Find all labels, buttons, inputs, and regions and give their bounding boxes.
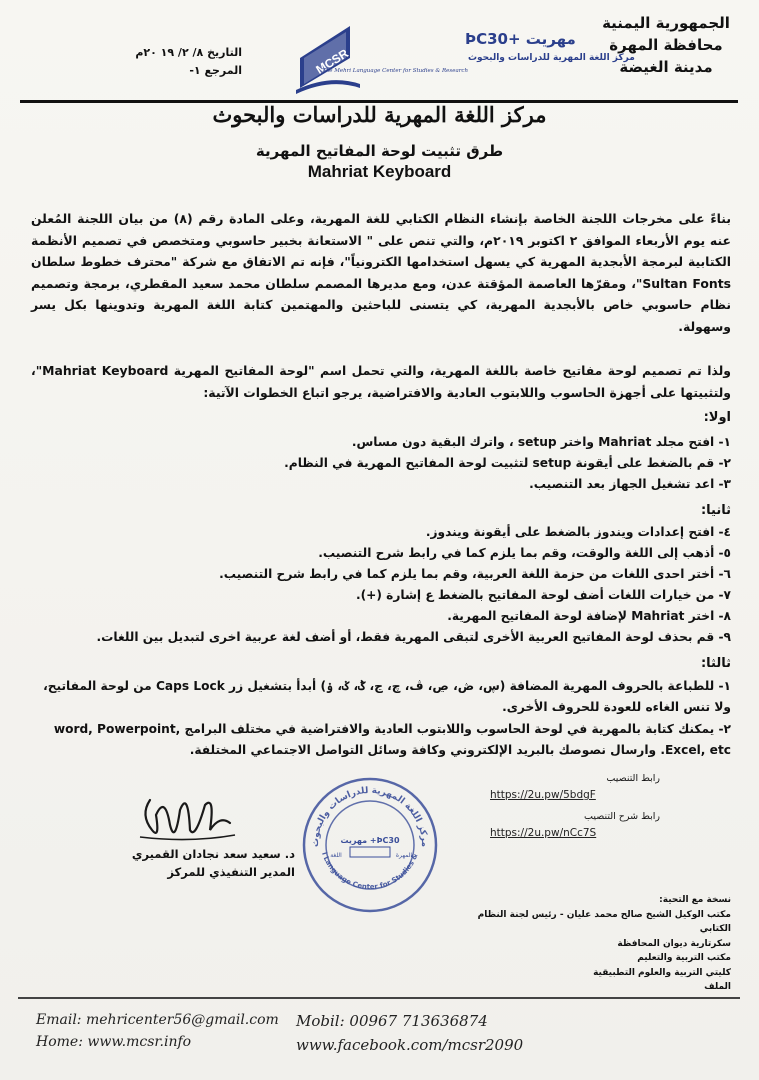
copies-item: سكرتارية ديوان المحافظة — [617, 938, 731, 949]
date-ref-block — [92, 44, 242, 80]
copies-list — [461, 893, 731, 995]
government-header — [591, 12, 741, 78]
section2-step: ٨- اختر Mahriat لإضافة لوحة المفاتيح المهرية. — [447, 609, 731, 623]
footer-facebook[interactable]: www.facebook.com/mcsr2090 — [296, 1036, 524, 1054]
header-line-country: الجمهورية اليمنية — [602, 14, 730, 32]
link-label-guide: رابط شرح التنصيب — [584, 811, 660, 822]
second-paragraph: ولذا تم تصميم لوحة مفاتيح خاصة باللغة المهرية، والتي تحمل اسم "لوحة المفاتيح المهرية Mahriat Keyboard"، ولتثبيتها على أجهزة الحاسوب واللابتوب العادية والافتراضية، يرجو اتباع الخطوات الآتية: — [31, 363, 731, 400]
stamp-side-left: اللغة — [330, 852, 342, 859]
link-guide[interactable]: https://2u.pw/nCc7S — [490, 827, 597, 839]
header-line-city: مدينة الغيضة — [619, 58, 713, 76]
stamp-center-text: مهريت +ϷC30 — [340, 836, 400, 845]
links-block — [490, 770, 660, 842]
logo-caption-en: The Mehri Language Center for Studies & Research — [322, 68, 468, 74]
stamp-side-right: المهرة — [395, 852, 413, 859]
logo-caption-ar: مركز اللغة المهرية للدراسات والبحوث — [468, 53, 635, 63]
section2-step: ٥- أذهب إلى اللغة والوقت، وقم بما يلزم كما في رابط شرح التنصيب. — [318, 546, 731, 560]
copies-item: الملف — [704, 982, 731, 992]
link-label-install: رابط التنصيب — [606, 773, 660, 784]
footer-divider — [18, 997, 740, 999]
section2-step: ٦- أختر احدى اللغات من حزمة اللغة العربية، وقم بما يلزم كما في رابط شرح التنصيب. — [219, 567, 731, 581]
center-title: مركز اللغة المهرية للدراسات والبحوث — [212, 102, 547, 127]
section1-step: ٢- قم بالضغط على أيقونة setup لتثبيت لوحة المفاتيح المهرية في النظام. — [284, 456, 731, 470]
link-install[interactable]: https://2u.pw/5bdgF — [490, 789, 596, 801]
subtitle-arabic: طرق تثبيت لوحة المفاتيح المهرية — [255, 142, 504, 160]
section1-step: ٣- اعد تشغيل الجهاز بعد التنصيب. — [529, 477, 731, 491]
stamp-ring-english: i Language Center for Studies & — [320, 851, 420, 892]
section2-step: ٩- قم بحذف لوحة المفاتيح العربية الأخرى لتبقى المهرية فقط، أو أضف لغة عربية اخرى لتبديل بين اللغات. — [96, 630, 731, 644]
copies-item: مكتب التربية والتعليم — [637, 953, 731, 963]
footer-home[interactable]: Home: www.mcsr.info — [36, 1034, 192, 1050]
copies-item: مكتب الوكيل الشيخ صالح محمد عليان - رئيس لجنة النظام الكتابي — [477, 909, 731, 934]
date-line: التاريخ ٨/ ٢/ ١٩ ٢٠م — [135, 46, 242, 59]
footer-email[interactable]: Email: mehricenter56@gmail.com — [36, 1012, 279, 1028]
footer-mobile: Mobil: 00967 713636874 — [296, 1012, 488, 1030]
logo-book-icon — [290, 18, 635, 98]
section1-step: ١- افتح مجلد Mahriat واختر setup ، واترك البقية دون مساس. — [351, 435, 731, 449]
mcsr-logo — [290, 18, 635, 98]
signatory-block — [130, 845, 295, 881]
reference-line: المرجع ١- — [189, 64, 242, 77]
logo-brand-text: مهريت +ϷC30 — [465, 30, 576, 48]
section3-step: ١- للطباعة بالحروف المهرية المضافة (ڛ، ڞ، ڝ، ڤ، چ، ڃ، ݣ، ݢ، ۏ) أبدأ بتشغيل زر Caps Lock من لوحة المفاتيح، ولا تنس الغاءه للعودة للحروف الأخرى. — [43, 679, 731, 714]
intro-paragraph: بناءً على مخرجات اللجنة الخاصة بإنشاء النظام الكتابي للغة المهرية، وعلى المادة رقم (٨) من بيان اللجنة المُعلن عنه يوم الأربعاء الموافق ٢ اكتوبر ٢٠١٩م، والتي تنص على " الاستعانة بخبير حاسوبي ومتخصص في تصميم الأنظمة الكتابية لبرمجة الأبجدية المهرية كي يسهل استخدامها الكترونياً"، فإنه تم الاتفاق مع شركة "محترف خطوط سلطان Sultan Fonts"، ومقرّها العاصمة المؤقتة عدن، ومع مديرها المصمم سلطان محمد سعيد المقطري، برمجة وتصميم نظام حاسوبي خاص بالأبجدية المهرية، كي يتسنى للباحثين والمهتمين كتابة اللغة المهرية وتدوينها بكل يسر وسهولة. — [31, 211, 732, 334]
section2-heading: ثانيا: — [700, 503, 731, 518]
section2-step: ٧- من خيارات اللغات أضف لوحة المفاتيح بالضغط ع إشارة (+). — [355, 588, 731, 602]
logo-side-text: MCSR — [313, 46, 351, 77]
section3-step: ٢- يمكنك كتابة بالمهرية في لوحة الحاسوب واللابتوب العادية والافتراضية في مختلف البرامج word, Powerpoint, Excel, etc. وارسال نصوصك بالبريد الإلكتروني وكافة وسائل التواصل الاجتماعي المختلفة. — [53, 722, 731, 757]
stamp-ring-arabic: مركز اللغة المهرية للدراسات والبحوث — [310, 785, 430, 848]
copies-item: كليتي التربية والعلوم التطبيقية — [593, 967, 731, 978]
section1-heading: اولا: — [703, 410, 731, 425]
signatory-role: المدير التنفيذي للمركز — [167, 865, 295, 879]
section3-heading: ثالثا: — [700, 656, 731, 671]
section2-step: ٤- افتح إعدادات ويندوز بالضغط على أيقونة ويندوز. — [425, 525, 731, 539]
signatory-name: د. سعيد سعد نجادان القميري — [131, 847, 295, 861]
copies-heading: نسخة مع التحية: — [659, 895, 731, 905]
official-stamp — [300, 775, 440, 915]
header-line-governorate: محافظة المهرة — [609, 36, 723, 54]
subtitle-english: Mahriat Keyboard — [307, 162, 452, 181]
